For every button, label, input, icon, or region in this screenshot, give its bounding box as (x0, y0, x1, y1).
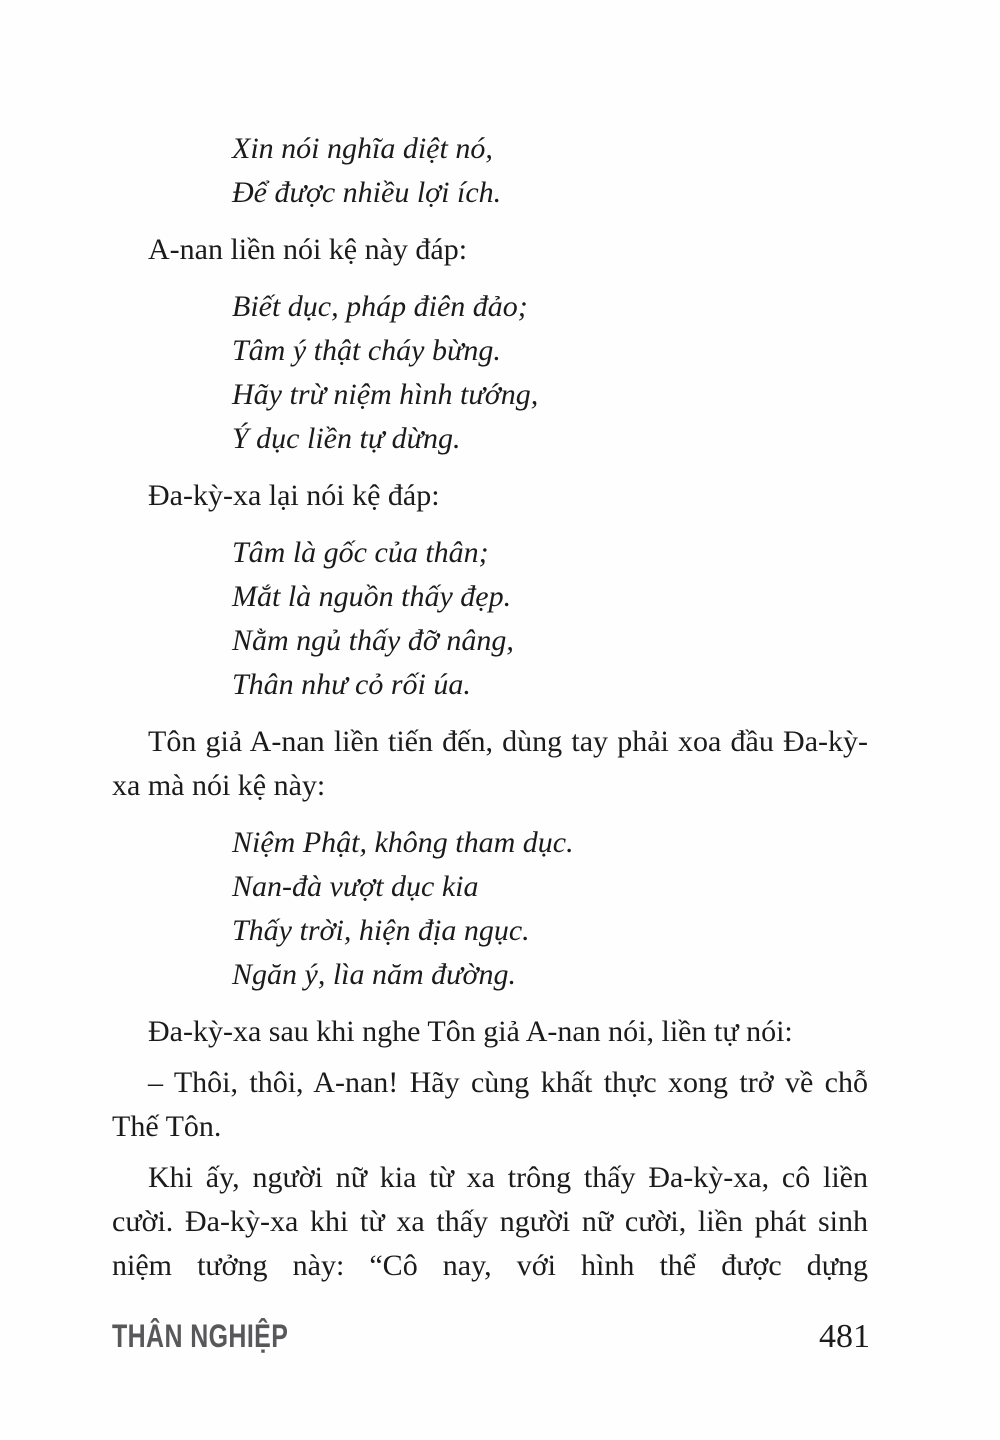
verse-line: Nan-đà vượt dục kia (232, 870, 479, 903)
paragraph: – Thôi, thôi, A-nan! Hãy cùng khất thực xong trở về chỗ Thế Tôn. (112, 1066, 868, 1143)
verse-line: Hãy trừ niệm hình tướng, (232, 378, 539, 411)
page-footer (112, 1318, 870, 1356)
verse-block (232, 531, 868, 707)
running-title: THÂN NGHIỆP (112, 1318, 289, 1354)
verse-line: Để được nhiều lợi ích. (232, 176, 502, 209)
verse-line: Biết dục, pháp điên đảo; (232, 290, 528, 323)
verse-line: Tâm là gốc của thân; (232, 536, 489, 569)
verse-block (232, 127, 868, 215)
paragraph: Tôn giả A-nan liền tiến đến, dùng tay phải xoa đầu Đa-kỳ-xa mà nói kệ này: (112, 725, 868, 802)
verse-line: Nằm ngủ thấy đỡ nâng, (232, 624, 514, 657)
verse-line: Ý dục liền tự dừng. (232, 422, 461, 455)
verse-line: Niệm Phật, không tham dục. (232, 826, 574, 859)
verse-block (232, 285, 868, 461)
paragraph: Đa-kỳ-xa lại nói kệ đáp: (148, 479, 440, 512)
verse-block (232, 821, 868, 997)
verse-line: Ngăn ý, lìa năm đường. (232, 958, 517, 991)
page-number: 481 (819, 1318, 870, 1355)
verse-line: Tâm ý thật cháy bừng. (232, 334, 501, 367)
page-content (112, 114, 868, 1295)
paragraph: Khi ấy, người nữ kia từ xa trông thấy Đa-kỳ-xa, cô liền cười. Đa-kỳ-xa khi từ xa thấy người nữ cười, liền phát sinh niệm tưởng này: “Cô nay, với hình thể được dựng (112, 1161, 868, 1282)
verse-line: Xin nói nghĩa diệt nó, (232, 132, 493, 165)
verse-line: Thân như cỏ rối úa. (232, 668, 471, 701)
paragraph: Đa-kỳ-xa sau khi nghe Tôn giả A-nan nói, liền tự nói: (148, 1015, 793, 1048)
verse-line: Mắt là nguồn thấy đẹp. (232, 580, 512, 613)
verse-line: Thấy trời, hiện địa ngục. (232, 914, 530, 947)
paragraph: A-nan liền nói kệ này đáp: (148, 233, 468, 266)
